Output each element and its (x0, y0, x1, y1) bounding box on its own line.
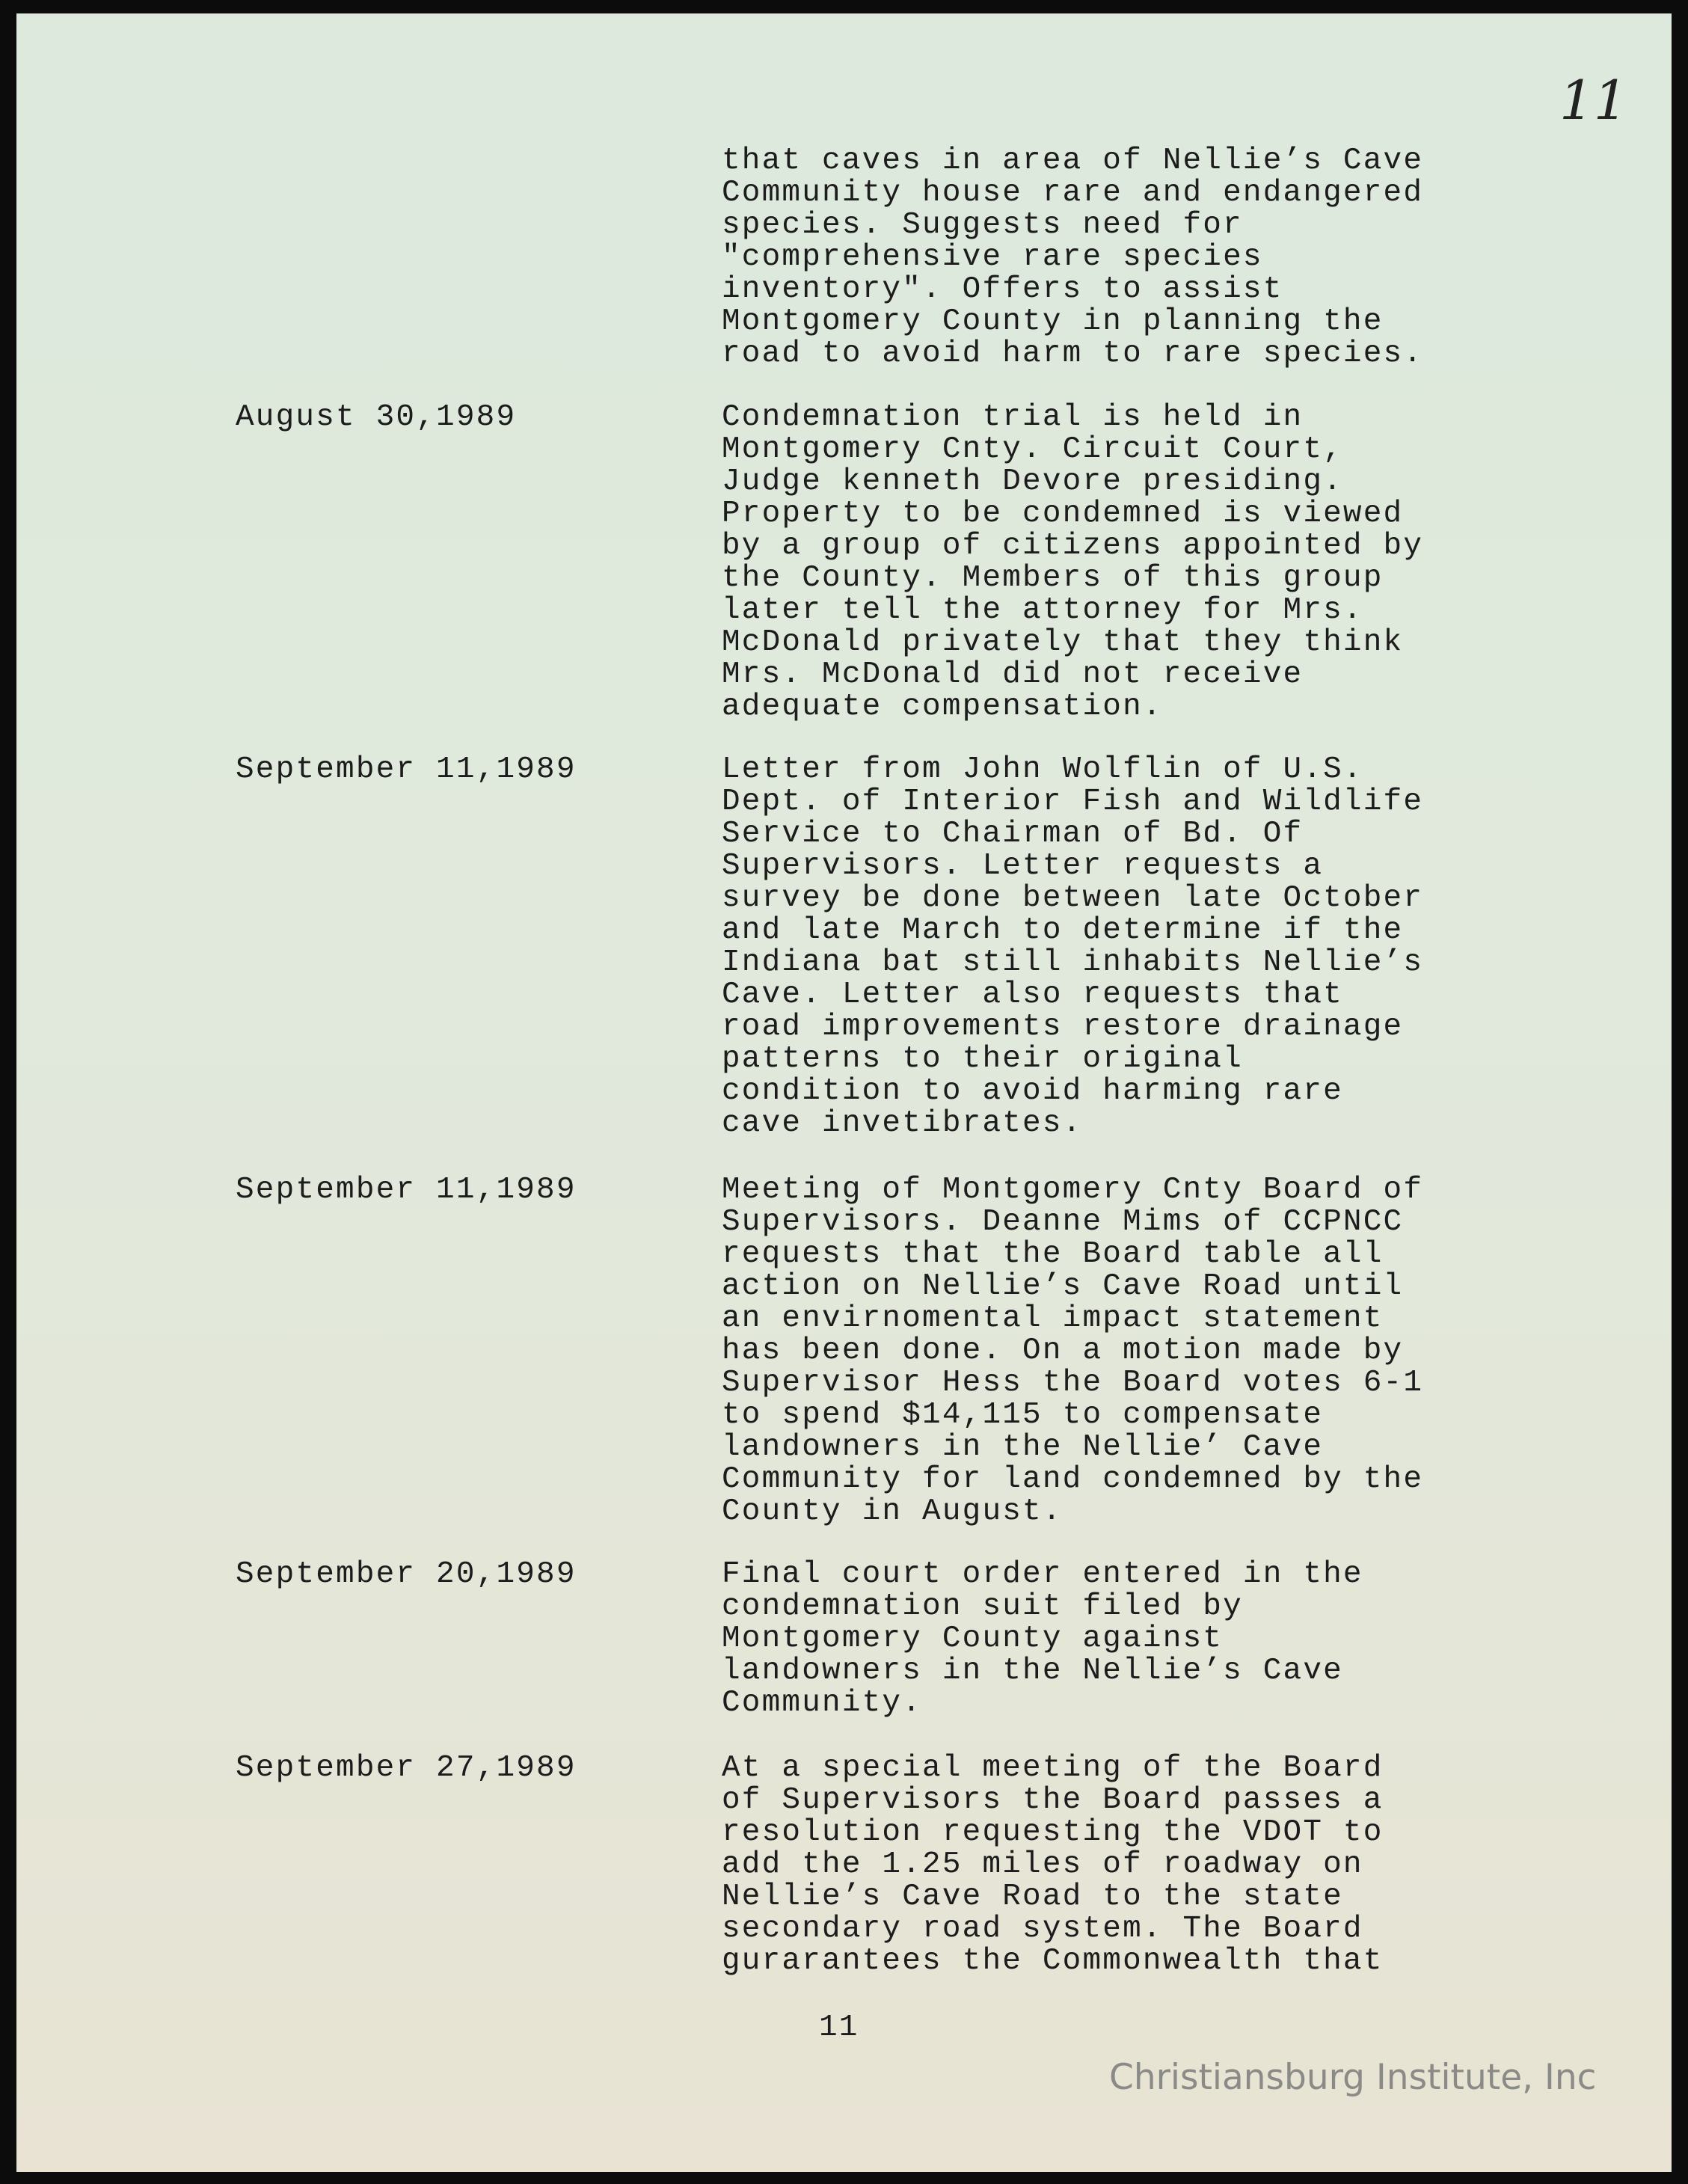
text-line: species. Suggests need for (722, 208, 1243, 242)
text-line: that caves in area of Nellie’s Cave (722, 144, 1424, 178)
handwritten-page-number: 11 (1559, 69, 1628, 132)
text-line: the County. Members of this group (722, 561, 1384, 595)
text-line: by a group of citizens appointed by (722, 529, 1424, 563)
entry-date: September 11,1989 (236, 752, 577, 787)
text-line: to spend $14,115 to compensate (722, 1398, 1324, 1432)
text-line: Nellie’s Cave Road to the state (722, 1880, 1343, 1914)
text-line: requests that the Board table all (722, 1237, 1384, 1272)
text-line: Dept. of Interior Fish and Wildlife (722, 785, 1424, 819)
text-line: add the 1.25 miles of roadway on (722, 1847, 1363, 1882)
text-line: Community. (722, 1686, 923, 1720)
text-line: McDonald privately that they think (722, 625, 1404, 660)
text-line: Mrs. McDonald did not receive (722, 657, 1304, 692)
watermark: Christiansburg Institute, Inc (1109, 2057, 1597, 2098)
text-line: Community for land condemned by the (722, 1462, 1424, 1497)
text-line: Final court order entered in the (722, 1557, 1363, 1592)
text-line: survey be done between late October (722, 881, 1424, 915)
text-line: Supervisors. Letter requests a (722, 849, 1324, 883)
entry-date: September 27,1989 (236, 1751, 577, 1785)
text-line: landowners in the Nellie’s Cave (722, 1654, 1343, 1688)
text-line: Supervisor Hess the Board votes 6-1 (722, 1366, 1424, 1400)
text-line: Condemnation trial is held in (722, 400, 1304, 435)
text-line: adequate compensation. (722, 690, 1163, 724)
text-line: resolution requesting the VDOT to (722, 1815, 1384, 1850)
text-line: Community house rare and endangered (722, 176, 1424, 210)
text-line: Montgomery County in planning the (722, 304, 1384, 339)
text-line: Letter from John Wolflin of U.S. (722, 752, 1363, 787)
text-line: road improvements restore drainage (722, 1010, 1404, 1044)
text-line: Supervisors. Deanne Mims of CCPNCC (722, 1205, 1404, 1239)
text-line: of Supervisors the Board passes a (722, 1783, 1384, 1818)
text-line: inventory". Offers to assist (722, 272, 1283, 307)
text-line: Property to be condemned is viewed (722, 497, 1404, 531)
entry-description (722, 1752, 1384, 1978)
text-line: patterns to their original (722, 1042, 1243, 1076)
text-line: has been done. On a motion made by (722, 1334, 1404, 1368)
page-number: 11 (819, 2010, 859, 2045)
entry-description (722, 754, 1423, 1140)
text-line: Montgomery County against (722, 1622, 1224, 1656)
text-line: "comprehensive rare species (722, 240, 1263, 274)
text-line: Indiana bat still inhabits Nellie’s (722, 945, 1424, 980)
text-line: Judge kenneth Devore presiding. (722, 464, 1343, 499)
text-line: condition to avoid harming rare (722, 1074, 1343, 1108)
text-line: an envirnomental impact statement (722, 1301, 1384, 1336)
text-line: secondary road system. The Board (722, 1912, 1363, 1946)
entry-date: September 11,1989 (236, 1173, 577, 1207)
text-line: At a special meeting of the Board (722, 1751, 1384, 1785)
text-line: road to avoid harm to rare species. (722, 337, 1424, 371)
continuation-text (722, 145, 1423, 370)
text-line: landowners in the Nellie’ Cave (722, 1430, 1324, 1464)
text-line: condemnation suit filed by (722, 1589, 1243, 1624)
entry-date: September 20,1989 (236, 1557, 577, 1592)
entry-description (722, 1559, 1363, 1720)
text-line: and late March to determine if the (722, 913, 1404, 948)
text-line: later tell the attorney for Mrs. (722, 593, 1363, 628)
text-line: Cave. Letter also requests that (722, 978, 1343, 1012)
text-line: gurarantees the Commonwealth that (722, 1944, 1384, 1978)
entry-description (722, 402, 1423, 723)
text-line: action on Nellie’s Cave Road until (722, 1269, 1404, 1304)
text-line: Service to Chairman of Bd. Of (722, 817, 1304, 851)
text-line: County in August. (722, 1494, 1063, 1529)
entry-date: August 30,1989 (236, 400, 517, 435)
entry-description (722, 1174, 1423, 1528)
text-line: Meeting of Montgomery Cnty Board of (722, 1173, 1424, 1207)
text-line: Montgomery Cnty. Circuit Court, (722, 432, 1343, 467)
text-line: cave invetibrates. (722, 1106, 1083, 1141)
